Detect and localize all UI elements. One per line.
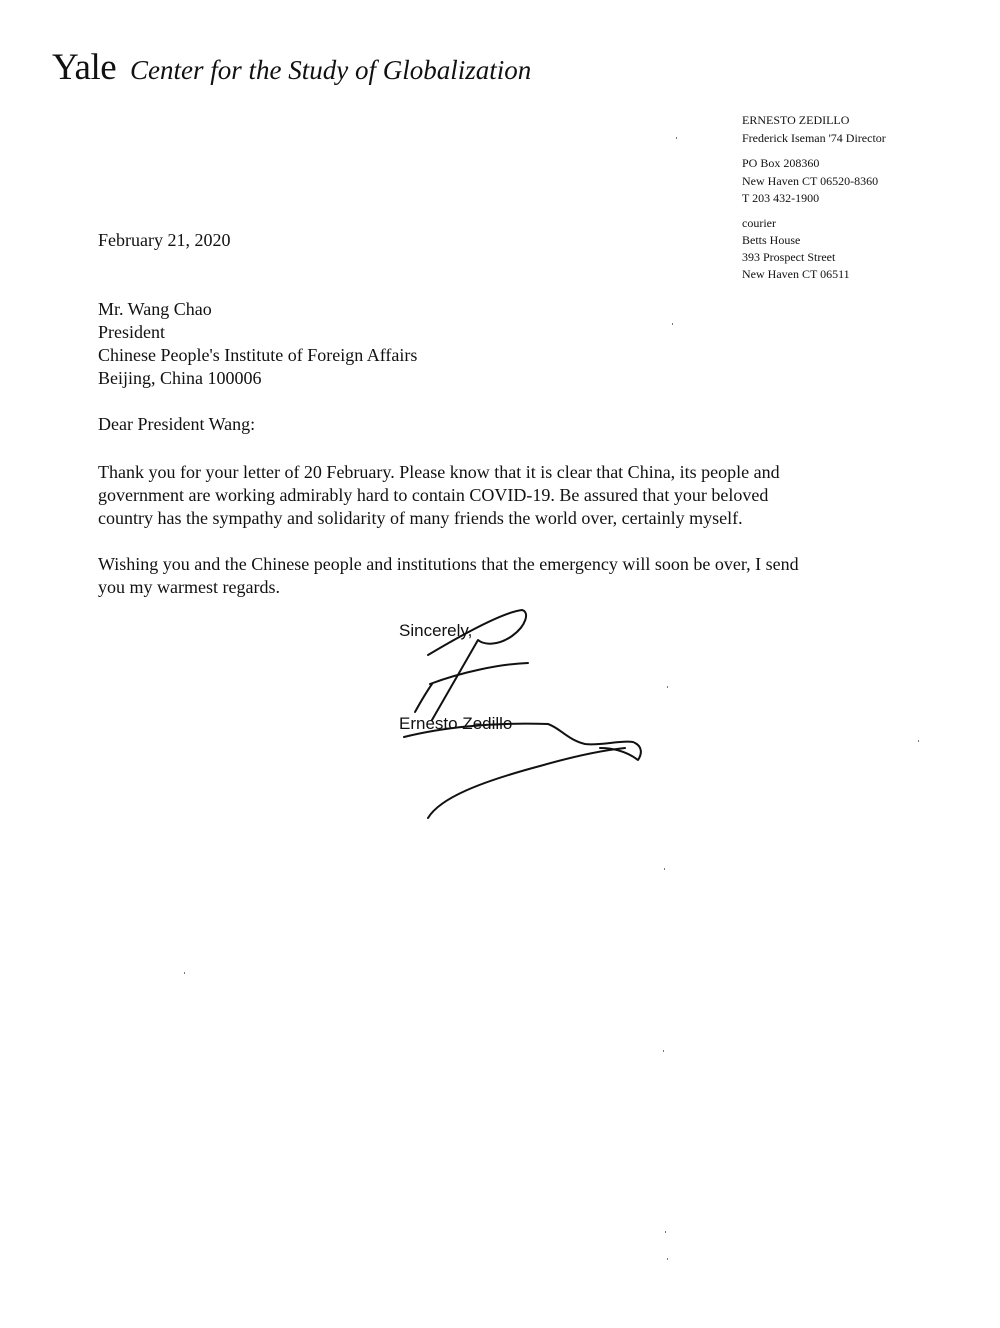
letterhead-institution: Yale <box>52 47 117 88</box>
scan-speck <box>672 323 673 325</box>
scan-speck <box>918 740 919 742</box>
letterhead-center-name: Center for the Study of Globalization <box>130 55 532 85</box>
paragraph-2-line: you my warmest regards. <box>98 577 280 597</box>
scan-speck <box>665 1231 666 1233</box>
paragraph-1-line: country has the sympathy and solidarity of many friends the world over, certainly myself. <box>98 508 743 528</box>
paragraph-2-line: Wishing you and the Chinese people and institutions that the emergency will soon be over, I send <box>98 554 799 574</box>
scan-speck <box>664 868 665 870</box>
closing: Sincerely, <box>399 621 473 640</box>
scan-speck <box>663 1050 664 1052</box>
scan-speck <box>184 972 185 974</box>
scan-speck <box>667 1258 668 1260</box>
paragraph-1-line: Thank you for your letter of 20 February. Please know that it is clear that China, its people and <box>98 462 780 482</box>
sender-city-line: New Haven CT 06520-8360 <box>742 174 879 188</box>
recipient-title: President <box>98 322 165 342</box>
paragraph-1-line: government are working admirably hard to contain COVID-19. Be assured that your beloved <box>98 485 769 505</box>
salutation: Dear President Wang: <box>98 414 256 434</box>
sender-phone: T 203 432-1900 <box>742 191 820 205</box>
signature-typed-name: Ernesto Zedillo <box>399 714 513 733</box>
sender-name: ERNESTO ZEDILLO <box>742 113 850 127</box>
recipient-organization: Chinese People's Institute of Foreign Affairs <box>98 345 418 365</box>
scan-speck <box>667 686 668 688</box>
courier-street: 393 Prospect Street <box>742 250 836 264</box>
recipient-name: Mr. Wang Chao <box>98 299 212 319</box>
courier-city: New Haven CT 06511 <box>742 267 850 281</box>
letter-date: February 21, 2020 <box>98 230 231 250</box>
sender-po-box: PO Box 208360 <box>742 156 820 170</box>
scan-speck <box>676 137 677 139</box>
recipient-address: Beijing, China 100006 <box>98 368 262 388</box>
sender-title: Frederick Iseman '74 Director <box>742 131 886 145</box>
courier-label: courier <box>742 216 776 230</box>
courier-building: Betts House <box>742 233 801 247</box>
